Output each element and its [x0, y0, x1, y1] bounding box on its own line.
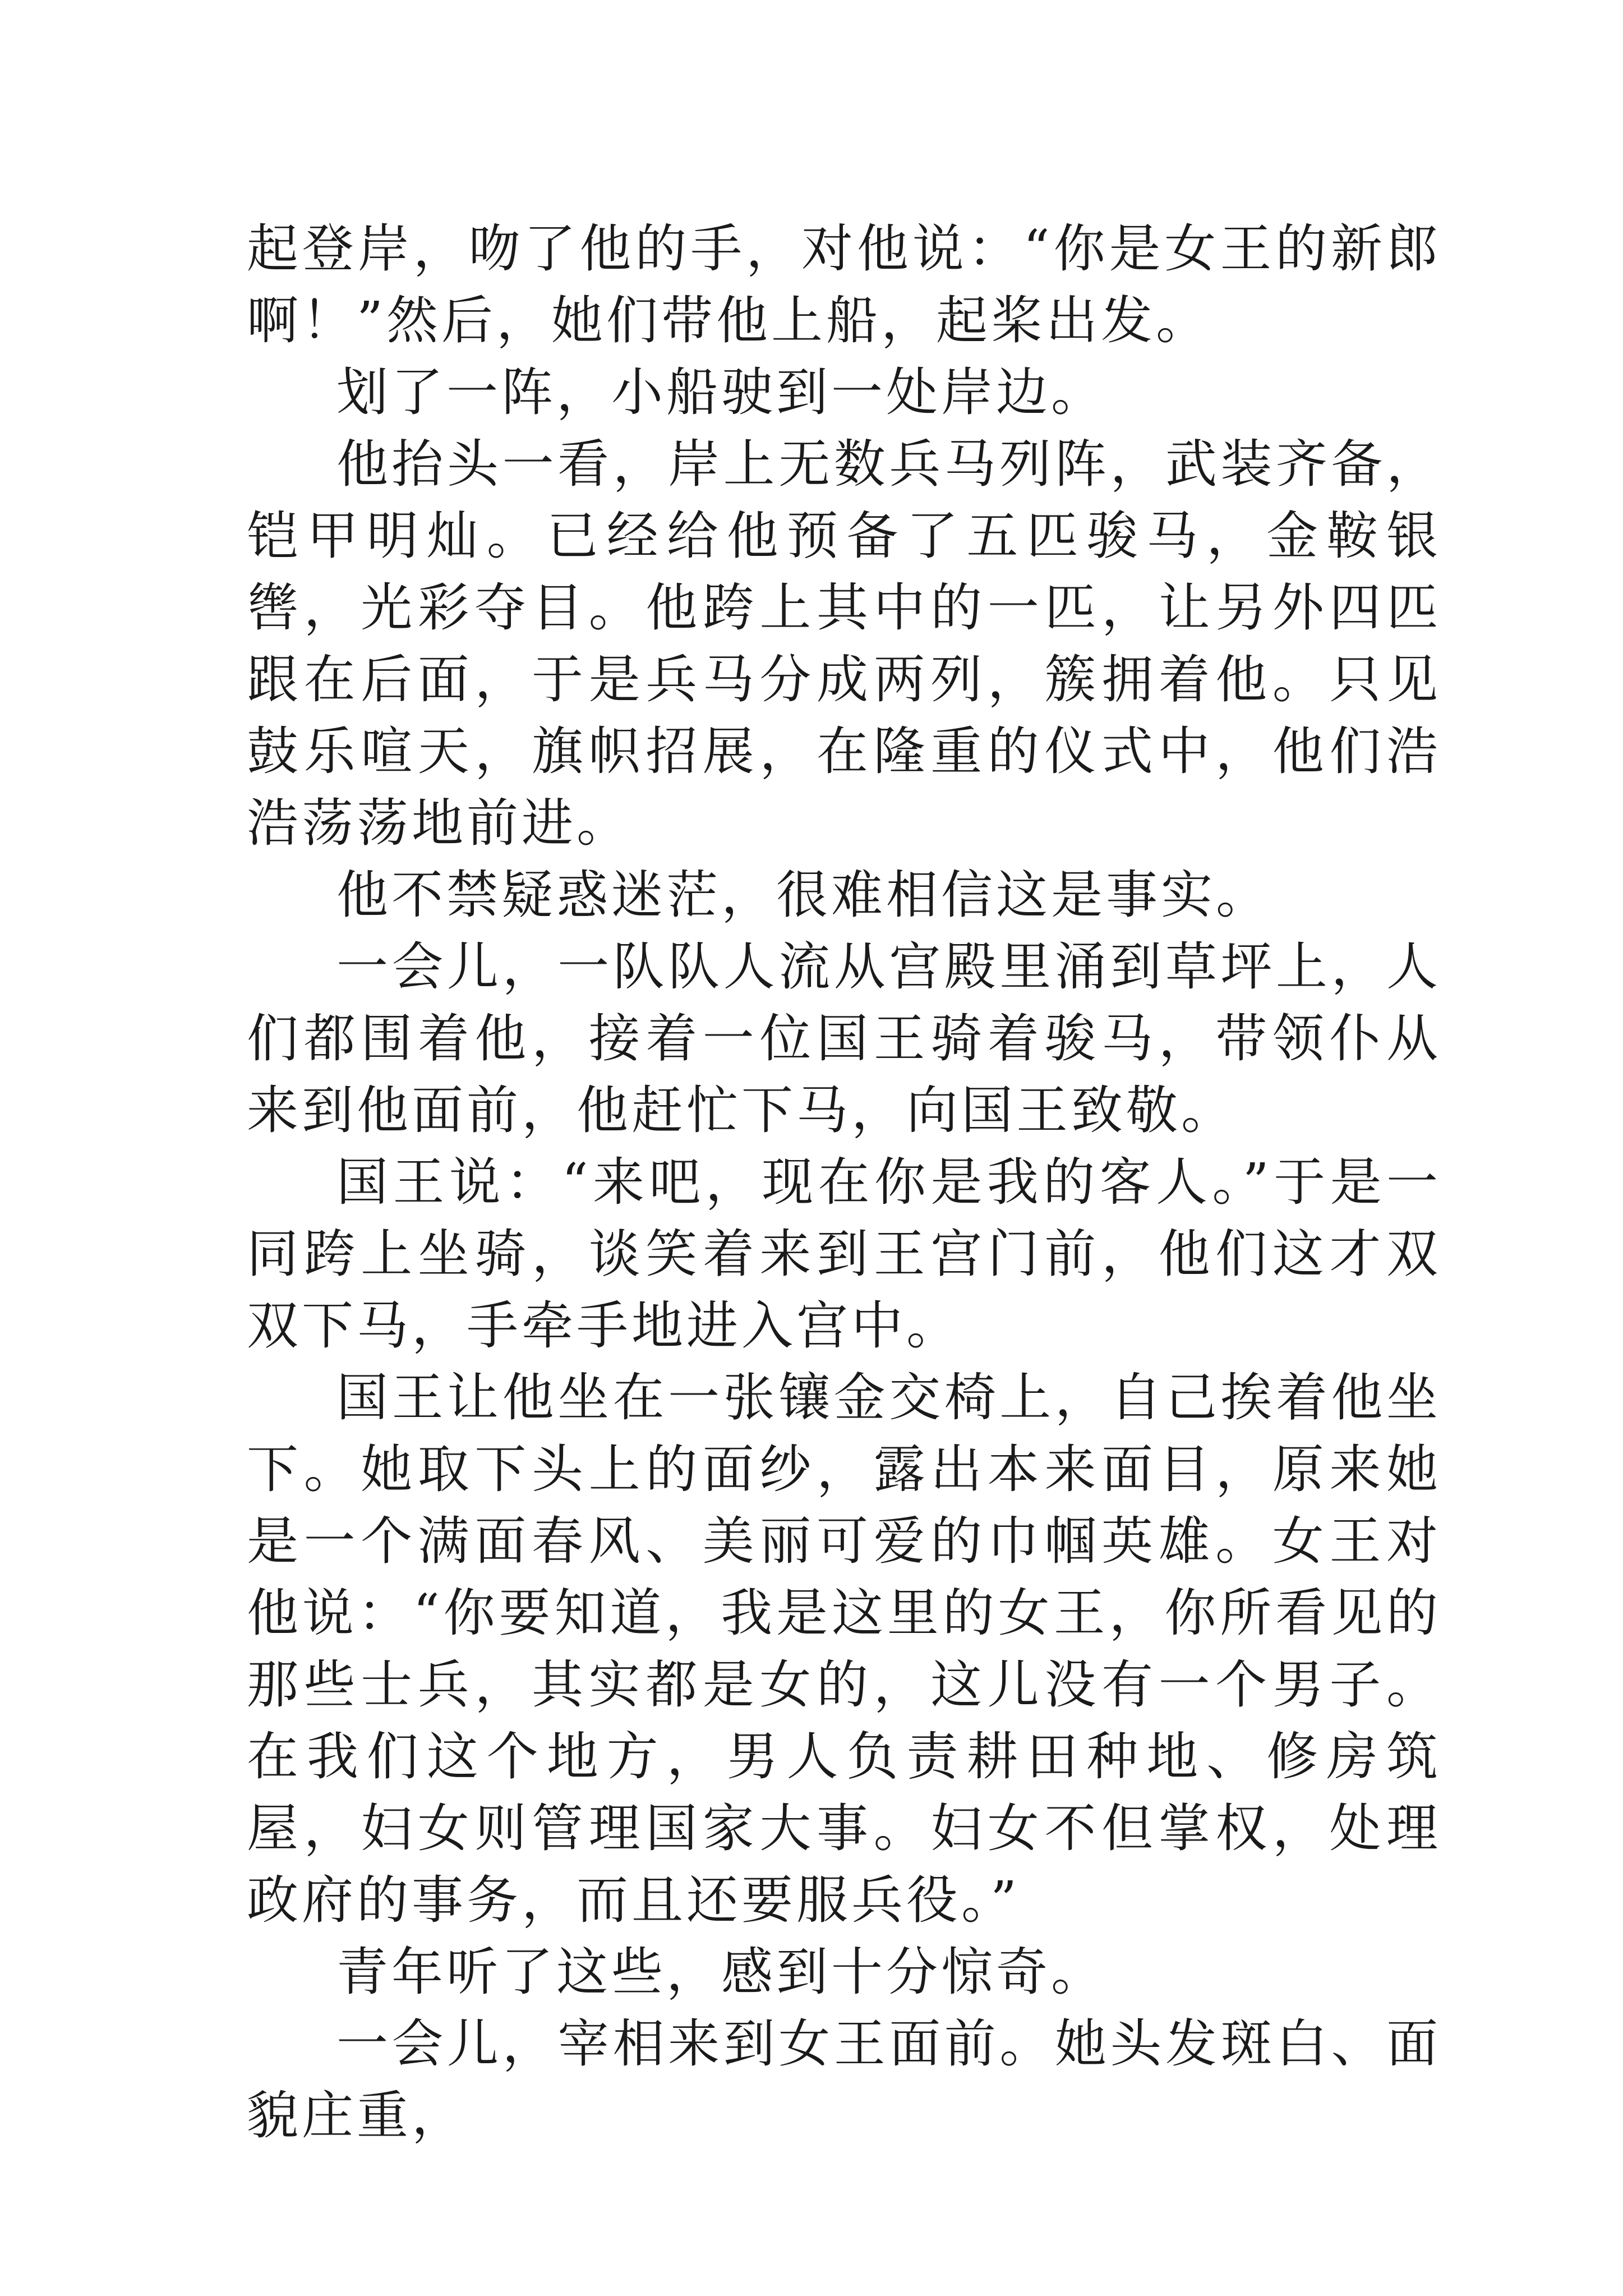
- paragraph: 他抬头一看，岸上无数兵马列阵，武装齐备，铠甲明灿。已经给他预备了五匹骏马，金鞍银辔，光彩夺目。他跨上其中的一匹，让另外四匹跟在后面，于是兵马分成两列，簇拥着他。只见鼓乐喧天，旗帜招展，在隆重的仪式中，他们浩浩荡荡地前进。: [247, 434, 1441, 853]
- paragraph: 他不禁疑惑迷茫，很难相信这是事实。: [336, 865, 1271, 925]
- paragraph: 国王让他坐在一张镶金交椅上，自己挨着他坐下。她取下头上的面纱，露出本来面目，原来她是一个满面春风、美丽可爱的巾帼英雄。女王对他说：“你要知道，我是这里的女王，你所看见的那些士兵，其实都是女的，这儿没有一个男子。在我们这个地方，男人负责耕田种地、修房筑屋，妇女则管理国家大事。妇女不但掌权，处理政府的事务，而且还要服兵役。”: [247, 1368, 1441, 1930]
- body-text: [247, 213, 1441, 2152]
- paragraph: 一会儿，一队队人流从宫殿里涌到草坪上，人们都围着他，接着一位国王骑着骏马，带领仆从来到他面前，他赶忙下马，向国王致敬。: [247, 937, 1441, 1140]
- paragraph: 国王说：“来吧，现在你是我的客人。”于是一同跨上坐骑，谈笑着来到王宫门前，他们这才双双下马，手牵手地进入宫中。: [247, 1152, 1441, 1356]
- paragraph: 青年听了这些，感到十分惊奇。: [336, 1942, 1106, 2002]
- paragraph: 起登岸，吻了他的手，对他说：“你是女王的新郎啊！”然后，她们带他上船，起桨出发。: [247, 219, 1441, 351]
- paragraph: 一会儿，宰相来到女王面前。她头发斑白、面貌庄重，: [247, 2014, 1441, 2146]
- paragraph: 划了一阵，小船驶到一处岸边。: [336, 362, 1106, 422]
